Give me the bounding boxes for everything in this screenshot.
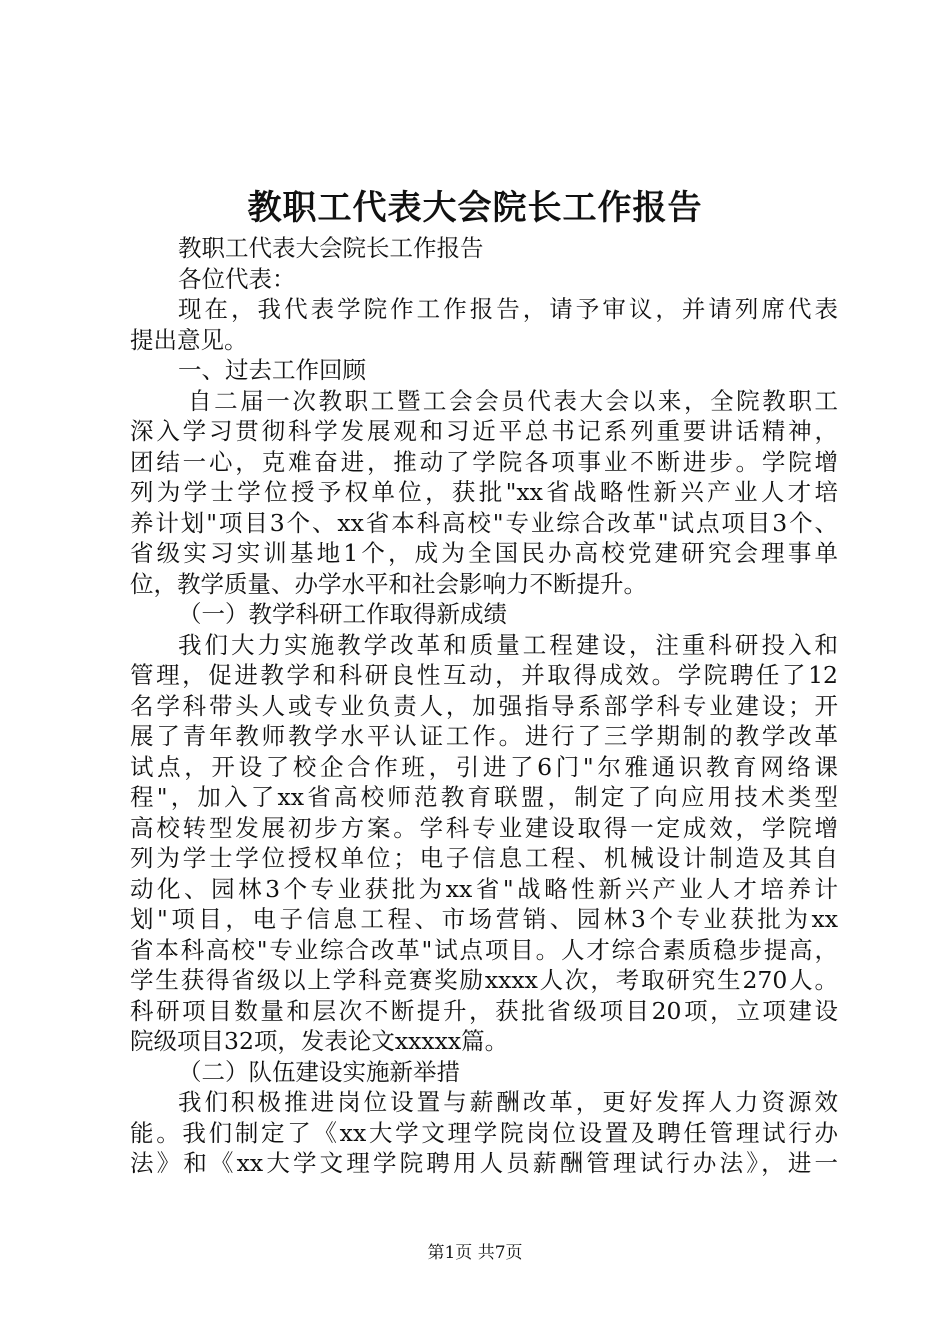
text-line: 划"项目，电子信息工程、市场营销、园林3个专业获批为xx — [130, 905, 838, 933]
text-line: 教职工代表大会院长工作报告 — [178, 234, 484, 262]
section-heading: （一）教学科研工作取得新成绩 — [178, 600, 507, 628]
text-line: 动化、园林3个专业获批为xx省"战略性新兴产业人才培养计 — [130, 874, 838, 903]
text-line: 列为学士学位授予权单位，获批"xx省战略性新兴产业人才培 — [130, 478, 838, 506]
document-title: 教职工代表大会院长工作报告 — [247, 188, 703, 228]
text-line: 自二届一次教职工暨工会会员代表大会以来，全院教职工 — [188, 386, 838, 415]
text-line: 我们大力实施教学改革和质量工程建设，注重科研投入和 — [178, 630, 838, 659]
text-line: 能。我们制定了《xx大学文理学院岗位设置及聘任管理试行办 — [130, 1118, 838, 1147]
text-line: 我们积极推进岗位设置与薪酬改革，更好发挥人力资源效 — [178, 1088, 838, 1116]
text-line: 科研项目数量和层次不断提升，获批省级项目20项，立项建设 — [130, 996, 838, 1025]
page-number-footer: 第1页 共7页 — [427, 1243, 523, 1263]
text-line: 位，教学质量、办学水平和社会影响力不断提升。 — [130, 569, 647, 598]
section-heading: 一、过去工作回顾 — [178, 356, 366, 384]
text-line: 列为学士学位授权单位；电子信息工程、机械设计制造及其自 — [130, 844, 838, 872]
text-line: 程"，加入了xx省高校师范教育联盟，制定了向应用技术类型 — [130, 783, 838, 811]
text-line: 省级实习实训基地1个，成为全国民办高校党建研究会理事单 — [130, 539, 838, 567]
text-line: 团结一心，克难奋进，推动了学院各项事业不断进步。学院增 — [130, 447, 838, 476]
text-line: 法》和《xx大学文理学院聘用人员薪酬管理试行办法》，进一 — [130, 1149, 838, 1177]
text-line: 高校转型发展初步方案。学科专业建设取得一定成效，学院增 — [130, 813, 838, 842]
text-line: 学生获得省级以上学科竞赛奖励xxxx人次，考取研究生270人。 — [130, 966, 838, 994]
text-line: 管理，促进教学和科研良性互动，并取得成效。学院聘任了12 — [130, 661, 838, 689]
text-line: 提出意见。 — [130, 325, 248, 354]
text-line: 养计划"项目3个、xx省本科高校"专业综合改革"试点项目3个、 — [130, 508, 838, 537]
section-heading: （二）队伍建设实施新举措 — [178, 1057, 460, 1086]
text-line: 名学科带头人或专业负责人，加强指导系部学科专业建设；开 — [130, 691, 838, 720]
text-line: 深入学习贯彻科学发展观和习近平总书记系列重要讲话精神， — [130, 417, 838, 445]
text-line: 院级项目32项，发表论文xxxxx篇。 — [130, 1027, 509, 1055]
text-line: 试点，开设了校企合作班，引进了6门"尔雅通识教育网络课 — [130, 752, 838, 781]
text-line: 现在，我代表学院作工作报告，请予审议，并请列席代表 — [178, 295, 838, 323]
text-line: 各位代表： — [178, 264, 296, 293]
text-line: 展了青年教师教学水平认证工作。进行了三学期制的教学改革 — [130, 722, 838, 750]
document-body — [130, 233, 838, 1179]
text-line: 省本科高校"专业综合改革"试点项目。人才综合素质稳步提高， — [130, 935, 838, 964]
